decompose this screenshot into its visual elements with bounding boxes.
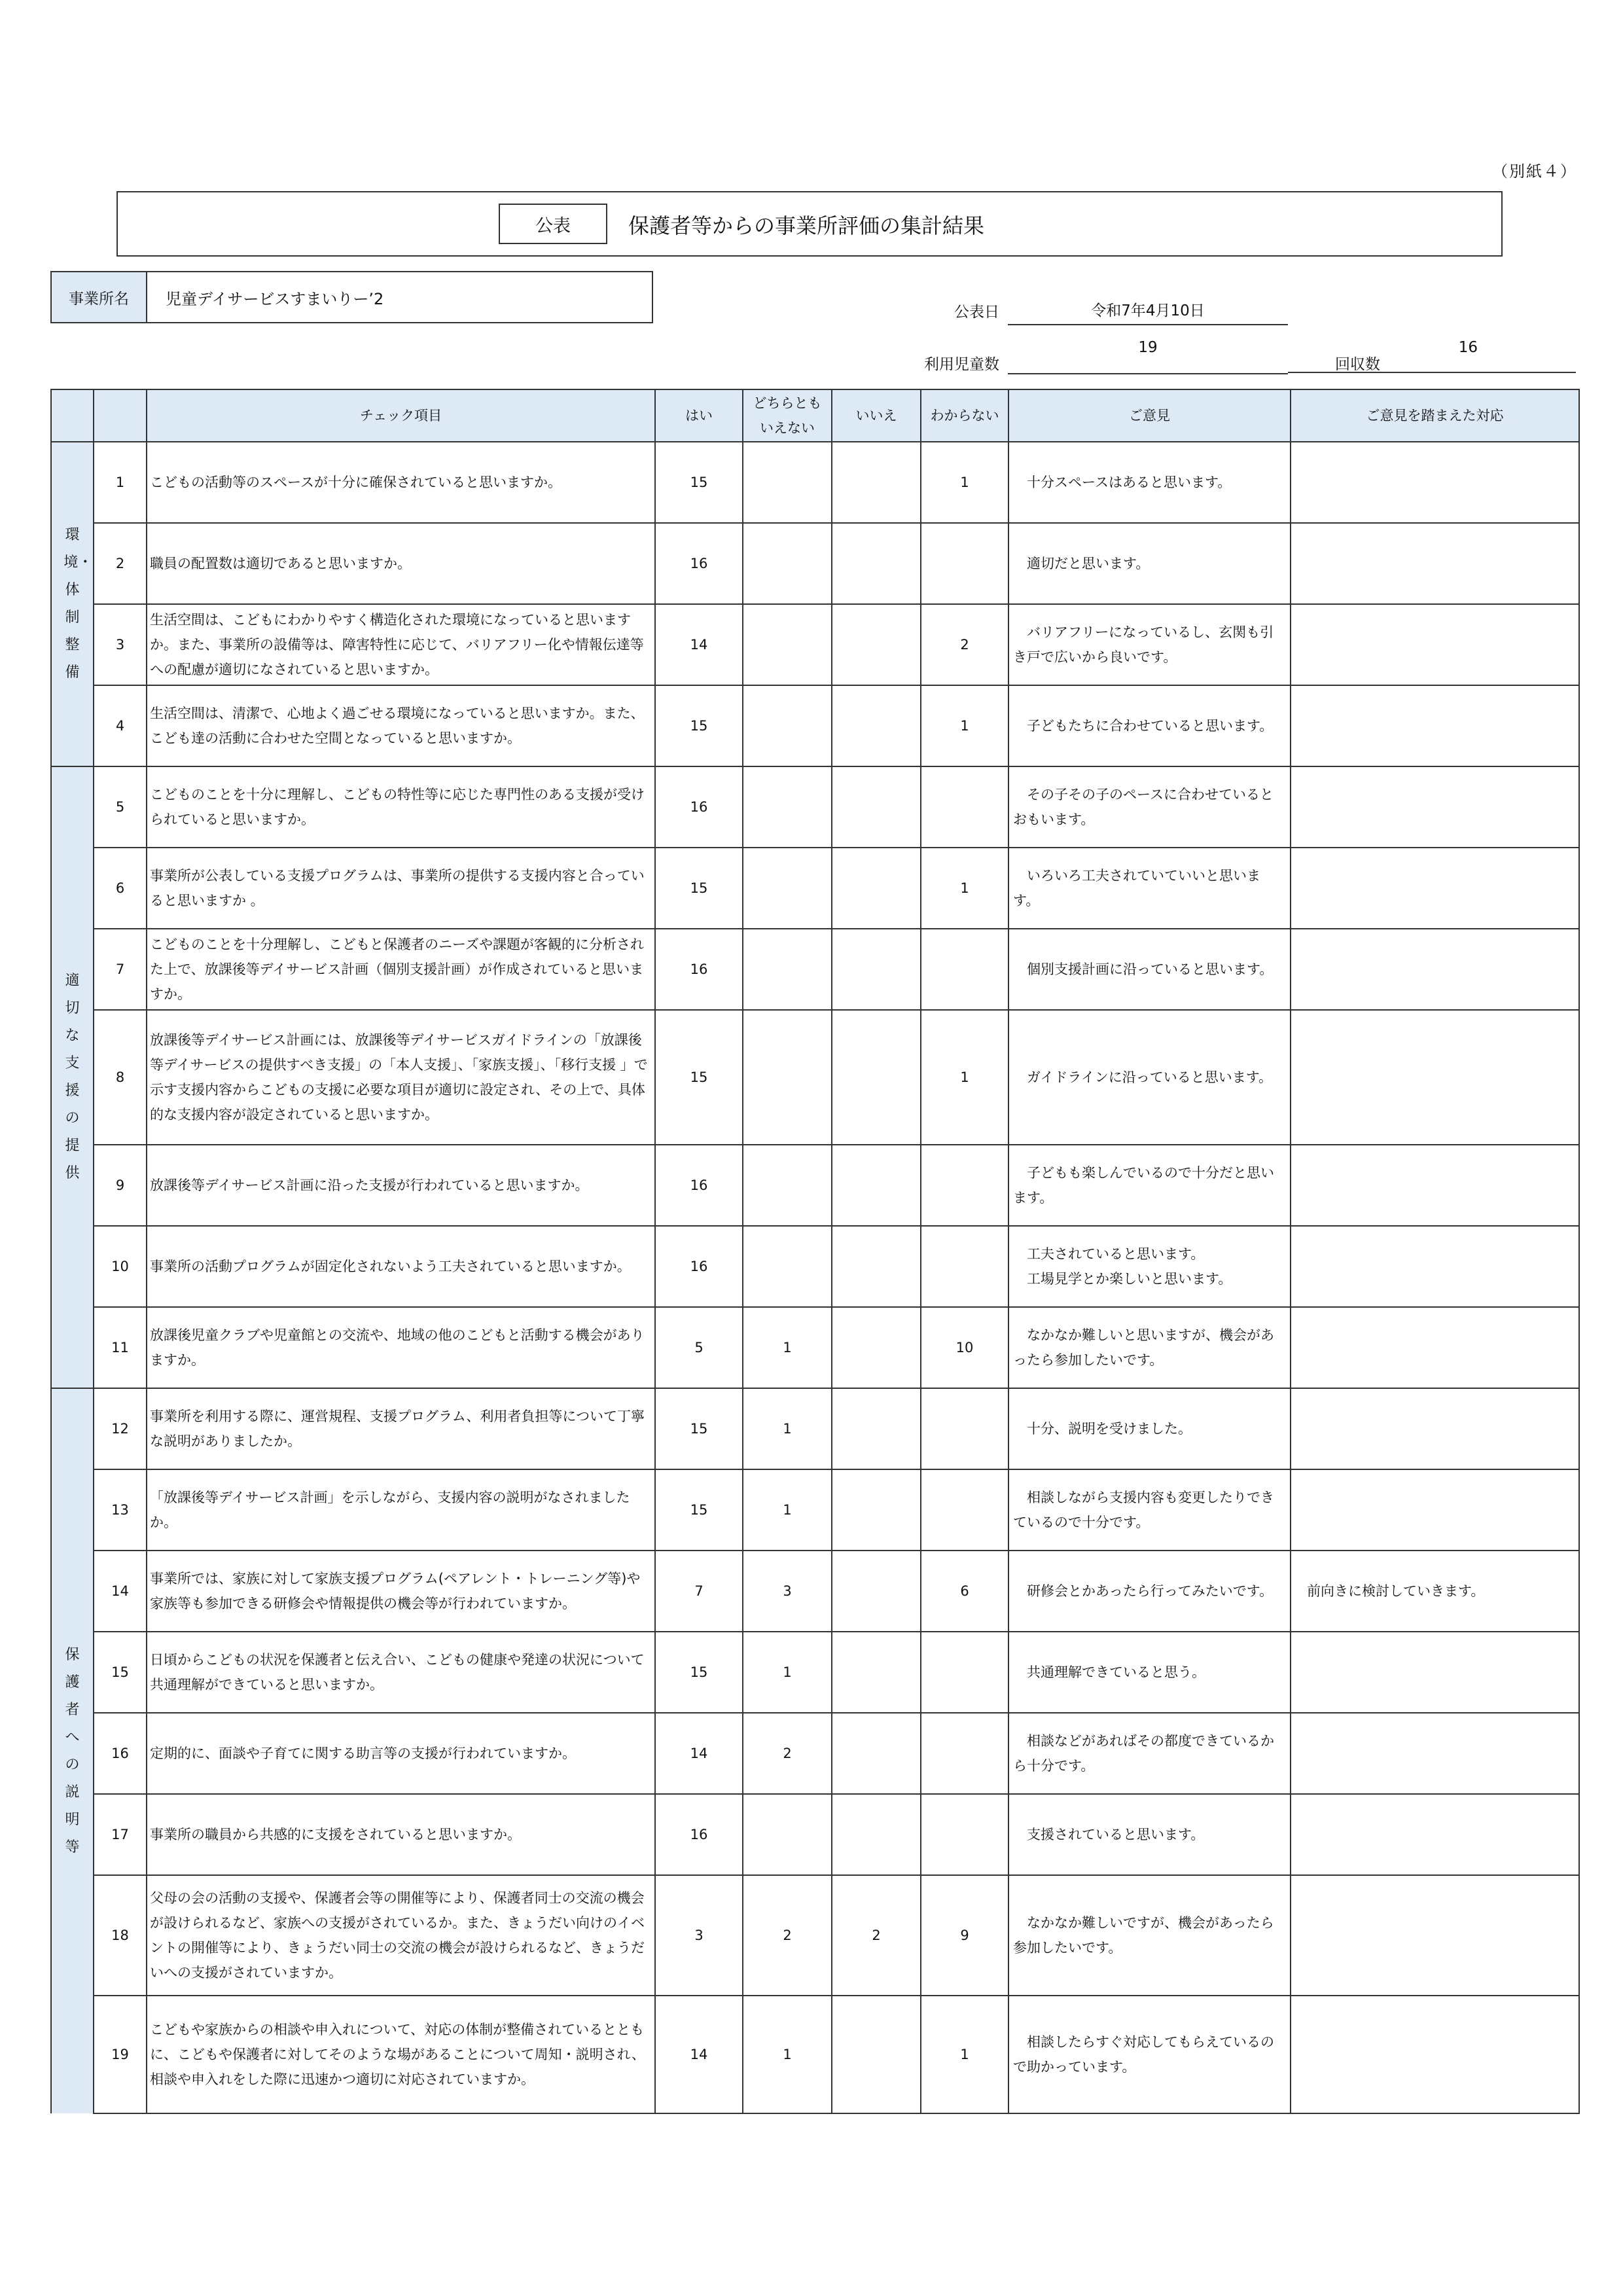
no-count (832, 766, 921, 848)
no-count (832, 604, 921, 685)
neither-count (743, 1010, 832, 1145)
unknown-count: 6 (921, 1551, 1008, 1632)
row-number: 13 (94, 1469, 147, 1551)
question-text: 生活空間は、こどもにわかりやすく構造化された環境になっていると思いますか。また、事業所の設備等は、障害特性に応じて、バリアフリー化や情報伝達等への配慮が適切になされていると思いますか。 (147, 604, 655, 685)
neither-count: 1 (743, 1469, 832, 1551)
yes-count: 15 (655, 1388, 743, 1469)
yes-count: 16 (655, 1145, 743, 1226)
no-count (832, 442, 921, 523)
users-count-label: 利用児童数 (924, 356, 999, 373)
column-header-check-item: チェック項目 (147, 389, 655, 442)
response-text (1291, 1996, 1579, 2113)
unknown-count (921, 523, 1008, 604)
unknown-count (921, 766, 1008, 848)
no-count (832, 1226, 921, 1307)
page-title: 保護者等からの事業所評価の集計結果 (628, 213, 985, 238)
publish-badge: 公表 (499, 204, 607, 244)
category-cell (51, 442, 94, 766)
response-text (1291, 1469, 1579, 1551)
row-number: 14 (94, 1551, 147, 1632)
table-row (51, 1875, 1579, 1996)
evaluation-table (50, 389, 1580, 2114)
question-text: 「放課後等デイサービス計画」を示しながら、支援内容の説明がなされましたか。 (147, 1469, 655, 1551)
unknown-count (921, 1388, 1008, 1469)
table-row (51, 1145, 1579, 1226)
table-row (51, 1996, 1579, 2113)
yes-count: 15 (655, 442, 743, 523)
yes-count: 7 (655, 1551, 743, 1632)
row-number: 7 (94, 929, 147, 1010)
no-count (832, 523, 921, 604)
opinion-text: 子どもも楽しんでいるので十分だと思います。 (1008, 1145, 1291, 1226)
column-header-no: いいえ (832, 389, 921, 442)
no-count (832, 1388, 921, 1469)
no-count (832, 1307, 921, 1388)
row-number: 19 (94, 1996, 147, 2113)
office-label: 事業所名 (52, 272, 147, 322)
response-text (1291, 848, 1579, 929)
neither-count (743, 766, 832, 848)
opinion-text: 適切だと思います。 (1008, 523, 1291, 604)
response-text: 前向きに検討していきます。 (1291, 1551, 1579, 1632)
row-number: 10 (94, 1226, 147, 1307)
publish-date: 令和7年4月10日 (1008, 298, 1288, 325)
response-text (1291, 1010, 1579, 1145)
unknown-count (921, 929, 1008, 1010)
opinion-text: バリアフリーになっているし、玄関も引き戸で広いから良いです。 (1008, 604, 1291, 685)
table-row (51, 685, 1579, 766)
opinion-text: 相談しながら支援内容も変更したりできているので十分です。 (1008, 1469, 1291, 1551)
no-count (832, 1010, 921, 1145)
question-text: 事業所が公表している支援プログラムは、事業所の提供する支援内容と合っていると思いますか 。 (147, 848, 655, 929)
opinion-text: 共通理解できていると思う。 (1008, 1632, 1291, 1713)
response-text (1291, 766, 1579, 848)
publish-date-label: 公表日 (954, 304, 999, 321)
question-text: 定期的に、面談や子育てに関する助言等の支援が行われていますか。 (147, 1713, 655, 1794)
no-count (832, 1551, 921, 1632)
neither-count: 2 (743, 1875, 832, 1996)
neither-count (743, 604, 832, 685)
question-text: 父母の会の活動の支援や、保護者会等の開催等により、保護者同士の交流の機会が設けられるなど、家族への支援がされているか。また、きょうだい向けのイベントの開催等により、きょうだい同士の交流の機会が設けられるなど、きょうだいへの支援がされていますか。 (147, 1875, 655, 1996)
neither-count (743, 848, 832, 929)
unknown-count (921, 1469, 1008, 1551)
question-text: 職員の配置数は適切であると思いますか。 (147, 523, 655, 604)
response-text (1291, 1713, 1579, 1794)
row-number: 16 (94, 1713, 147, 1794)
table-row (51, 766, 1579, 848)
responses-count-label: 回収数 (1335, 356, 1380, 373)
row-number: 11 (94, 1307, 147, 1388)
row-number: 8 (94, 1010, 147, 1145)
table-row (51, 442, 1579, 523)
opinion-text: その子その子のペースに合わせているとおもいます。 (1008, 766, 1291, 848)
neither-count (743, 1226, 832, 1307)
neither-count (743, 1145, 832, 1226)
question-text: 事業所の活動プログラムが固定化されないよう工夫されていると思いますか。 (147, 1226, 655, 1307)
question-text: こどもの活動等のスペースが十分に確保されていると思いますか。 (147, 442, 655, 523)
unknown-count (921, 1145, 1008, 1226)
yes-count: 16 (655, 1794, 743, 1875)
response-text (1291, 604, 1579, 685)
table-row (51, 1551, 1579, 1632)
response-text (1291, 929, 1579, 1010)
neither-count (743, 1794, 832, 1875)
response-text (1291, 685, 1579, 766)
unknown-count: 1 (921, 442, 1008, 523)
question-text: 生活空間は、清潔で、心地よく過ごせる環境になっていると思いますか。また、こども達の活動に合わせた空間となっていると思いますか。 (147, 685, 655, 766)
neither-count: 1 (743, 1388, 832, 1469)
no-count (832, 848, 921, 929)
column-header-yes: はい (655, 389, 743, 442)
question-text: こどもや家族からの相談や申入れについて、対応の体制が整備されているとともに、こどもや保護者に対してそのような場があることについて周知・説明され、相談や申入れをした際に迅速かつ適切に対応されていますか。 (147, 1996, 655, 2113)
no-count (832, 1632, 921, 1713)
table-row (51, 1713, 1579, 1794)
unknown-count: 2 (921, 604, 1008, 685)
question-text: 放課後等デイサービス計画には、放課後等デイサービスガイドラインの「放課後等デイサービスの提供すべき支援」の「本人支援」、「家族支援」、「移行支援 」で示す支援内容からこどもの支援に必要な項目が適切に設定され、その上で、具体的な支援内容が設定されていると思いますか。 (147, 1010, 655, 1145)
yes-count: 14 (655, 1713, 743, 1794)
opinion-text: 相談したらすぐ対応してもらえているので助かっています。 (1008, 1996, 1291, 2113)
table-row (51, 1632, 1579, 1713)
no-count (832, 685, 921, 766)
column-header-response: ご意見を踏まえた対応 (1291, 389, 1579, 442)
column-header-opinion: ご意見 (1008, 389, 1291, 442)
table-row (51, 1794, 1579, 1875)
no-count (832, 1713, 921, 1794)
unknown-count (921, 1226, 1008, 1307)
response-text (1291, 1388, 1579, 1469)
no-count (832, 1794, 921, 1875)
unknown-count: 1 (921, 848, 1008, 929)
unknown-count: 10 (921, 1307, 1008, 1388)
row-number: 1 (94, 442, 147, 523)
neither-count: 1 (743, 1307, 832, 1388)
response-text (1291, 1307, 1579, 1388)
neither-count: 3 (743, 1551, 832, 1632)
neither-count: 2 (743, 1713, 832, 1794)
office-name: 児童デイサービスすまいりー’2 (166, 289, 384, 308)
question-text: 放課後等デイサービス計画に沿った支援が行われていると思いますか。 (147, 1145, 655, 1226)
question-text: 日頃からこどもの状況を保護者と伝え合い、こどもの健康や発達の状況について共通理解ができていると思いますか。 (147, 1632, 655, 1713)
row-number: 3 (94, 604, 147, 685)
neither-count (743, 523, 832, 604)
row-number: 15 (94, 1632, 147, 1713)
opinion-text: 研修会とかあったら行ってみたいです。 (1008, 1551, 1291, 1632)
response-text (1291, 1145, 1579, 1226)
yes-count: 15 (655, 848, 743, 929)
yes-count: 16 (655, 523, 743, 604)
column-header-unknown: わからない (921, 389, 1008, 442)
no-count (832, 1469, 921, 1551)
response-text (1291, 442, 1579, 523)
table-row (51, 929, 1579, 1010)
office-box (50, 271, 653, 323)
row-number: 6 (94, 848, 147, 929)
users-count: 19 (1008, 339, 1288, 374)
response-text (1291, 1875, 1579, 1996)
row-number: 9 (94, 1145, 147, 1226)
category-label: 環境・体制整備 (63, 527, 93, 681)
no-count (832, 1145, 921, 1226)
opinion-text: 個別支援計画に沿っていると思います。 (1008, 929, 1291, 1010)
neither-count (743, 929, 832, 1010)
response-text (1291, 523, 1579, 604)
opinion-text: 相談などがあればその都度できているから十分です。 (1008, 1713, 1291, 1794)
yes-count: 15 (655, 685, 743, 766)
response-text (1291, 1794, 1579, 1875)
category-label: 保護者への説明等 (65, 1646, 80, 1856)
column-header (94, 389, 147, 442)
row-number: 17 (94, 1794, 147, 1875)
row-number: 5 (94, 766, 147, 848)
table-row (51, 1226, 1579, 1307)
opinion-text: 子どもたちに合わせていると思います。 (1008, 685, 1291, 766)
opinion-text: ガイドラインに沿っていると思います。 (1008, 1010, 1291, 1145)
category-cell (51, 1388, 94, 2113)
yes-count: 3 (655, 1875, 743, 1996)
no-count: 2 (832, 1875, 921, 1996)
column-header-neither: どちらとも いえない (743, 389, 832, 442)
opinion-text: いろいろ工夫されていていいと思います。 (1008, 848, 1291, 929)
column-header (51, 389, 94, 442)
row-number: 12 (94, 1388, 147, 1469)
question-text: 放課後児童クラブや児童館との交流や、地域の他のこどもと活動する機会がありますか。 (147, 1307, 655, 1388)
unknown-count: 1 (921, 1010, 1008, 1145)
yes-count: 16 (655, 766, 743, 848)
question-text: 事業所では、家族に対して家族支援プログラム(ペアレント・トレーニング等)や家族等も参加できる研修会や情報提供の機会等が行われていますか。 (147, 1551, 655, 1632)
question-text: こどものことを十分理解し、こどもと保護者のニーズや課題が客観的に分析された上で、放課後等デイサービス計画（個別支援計画）が作成されていると思いますか。 (147, 929, 655, 1010)
yes-count: 16 (655, 929, 743, 1010)
table-row (51, 523, 1579, 604)
no-count (832, 929, 921, 1010)
yes-count: 15 (655, 1010, 743, 1145)
opinion-text: 支援されていると思います。 (1008, 1794, 1291, 1875)
unknown-count (921, 1794, 1008, 1875)
neither-count: 1 (743, 1632, 832, 1713)
question-text: 事業所を利用する際に、運営規程、支援プログラム、利用者負担等について丁寧な説明がありましたか。 (147, 1388, 655, 1469)
unknown-count: 1 (921, 1996, 1008, 2113)
attachment-note: （別紙４） (1492, 162, 1577, 181)
table-row (51, 1307, 1579, 1388)
row-number: 4 (94, 685, 147, 766)
opinion-text: なかなか難しいと思いますが、機会があったら参加したいです。 (1008, 1307, 1291, 1388)
category-cell (51, 766, 94, 1388)
table-row (51, 1469, 1579, 1551)
neither-count (743, 685, 832, 766)
yes-count: 15 (655, 1469, 743, 1551)
table-row (51, 604, 1579, 685)
table-row (51, 1388, 1579, 1469)
response-text (1291, 1632, 1579, 1713)
category-label: 適切な支援の提供 (65, 973, 80, 1181)
no-count (832, 1996, 921, 2113)
unknown-count: 1 (921, 685, 1008, 766)
yes-count: 14 (655, 604, 743, 685)
yes-count: 14 (655, 1996, 743, 2113)
table-row (51, 1010, 1579, 1145)
unknown-count: 9 (921, 1875, 1008, 1996)
responses-count: 16 (1288, 339, 1576, 373)
opinion-text: なかなか難しいですが、機会があったら参加したいです。 (1008, 1875, 1291, 1996)
table-row (51, 848, 1579, 929)
neither-count: 1 (743, 1996, 832, 2113)
unknown-count (921, 1713, 1008, 1794)
yes-count: 5 (655, 1307, 743, 1388)
question-text: こどものことを十分に理解し、こどもの特性等に応じた専門性のある支援が受けられていると思いますか。 (147, 766, 655, 848)
yes-count: 15 (655, 1632, 743, 1713)
neither-count (743, 442, 832, 523)
response-text (1291, 1226, 1579, 1307)
question-text: 事業所の職員から共感的に支援をされていると思いますか。 (147, 1794, 655, 1875)
yes-count: 16 (655, 1226, 743, 1307)
table-header-row (51, 389, 1579, 442)
unknown-count (921, 1632, 1008, 1713)
row-number: 18 (94, 1875, 147, 1996)
opinion-text: 十分、説明を受けました。 (1008, 1388, 1291, 1469)
row-number: 2 (94, 523, 147, 604)
opinion-text: 工夫されていると思います。 工場見学とか楽しいと思います。 (1008, 1226, 1291, 1307)
opinion-text: 十分スペースはあると思います。 (1008, 442, 1291, 523)
